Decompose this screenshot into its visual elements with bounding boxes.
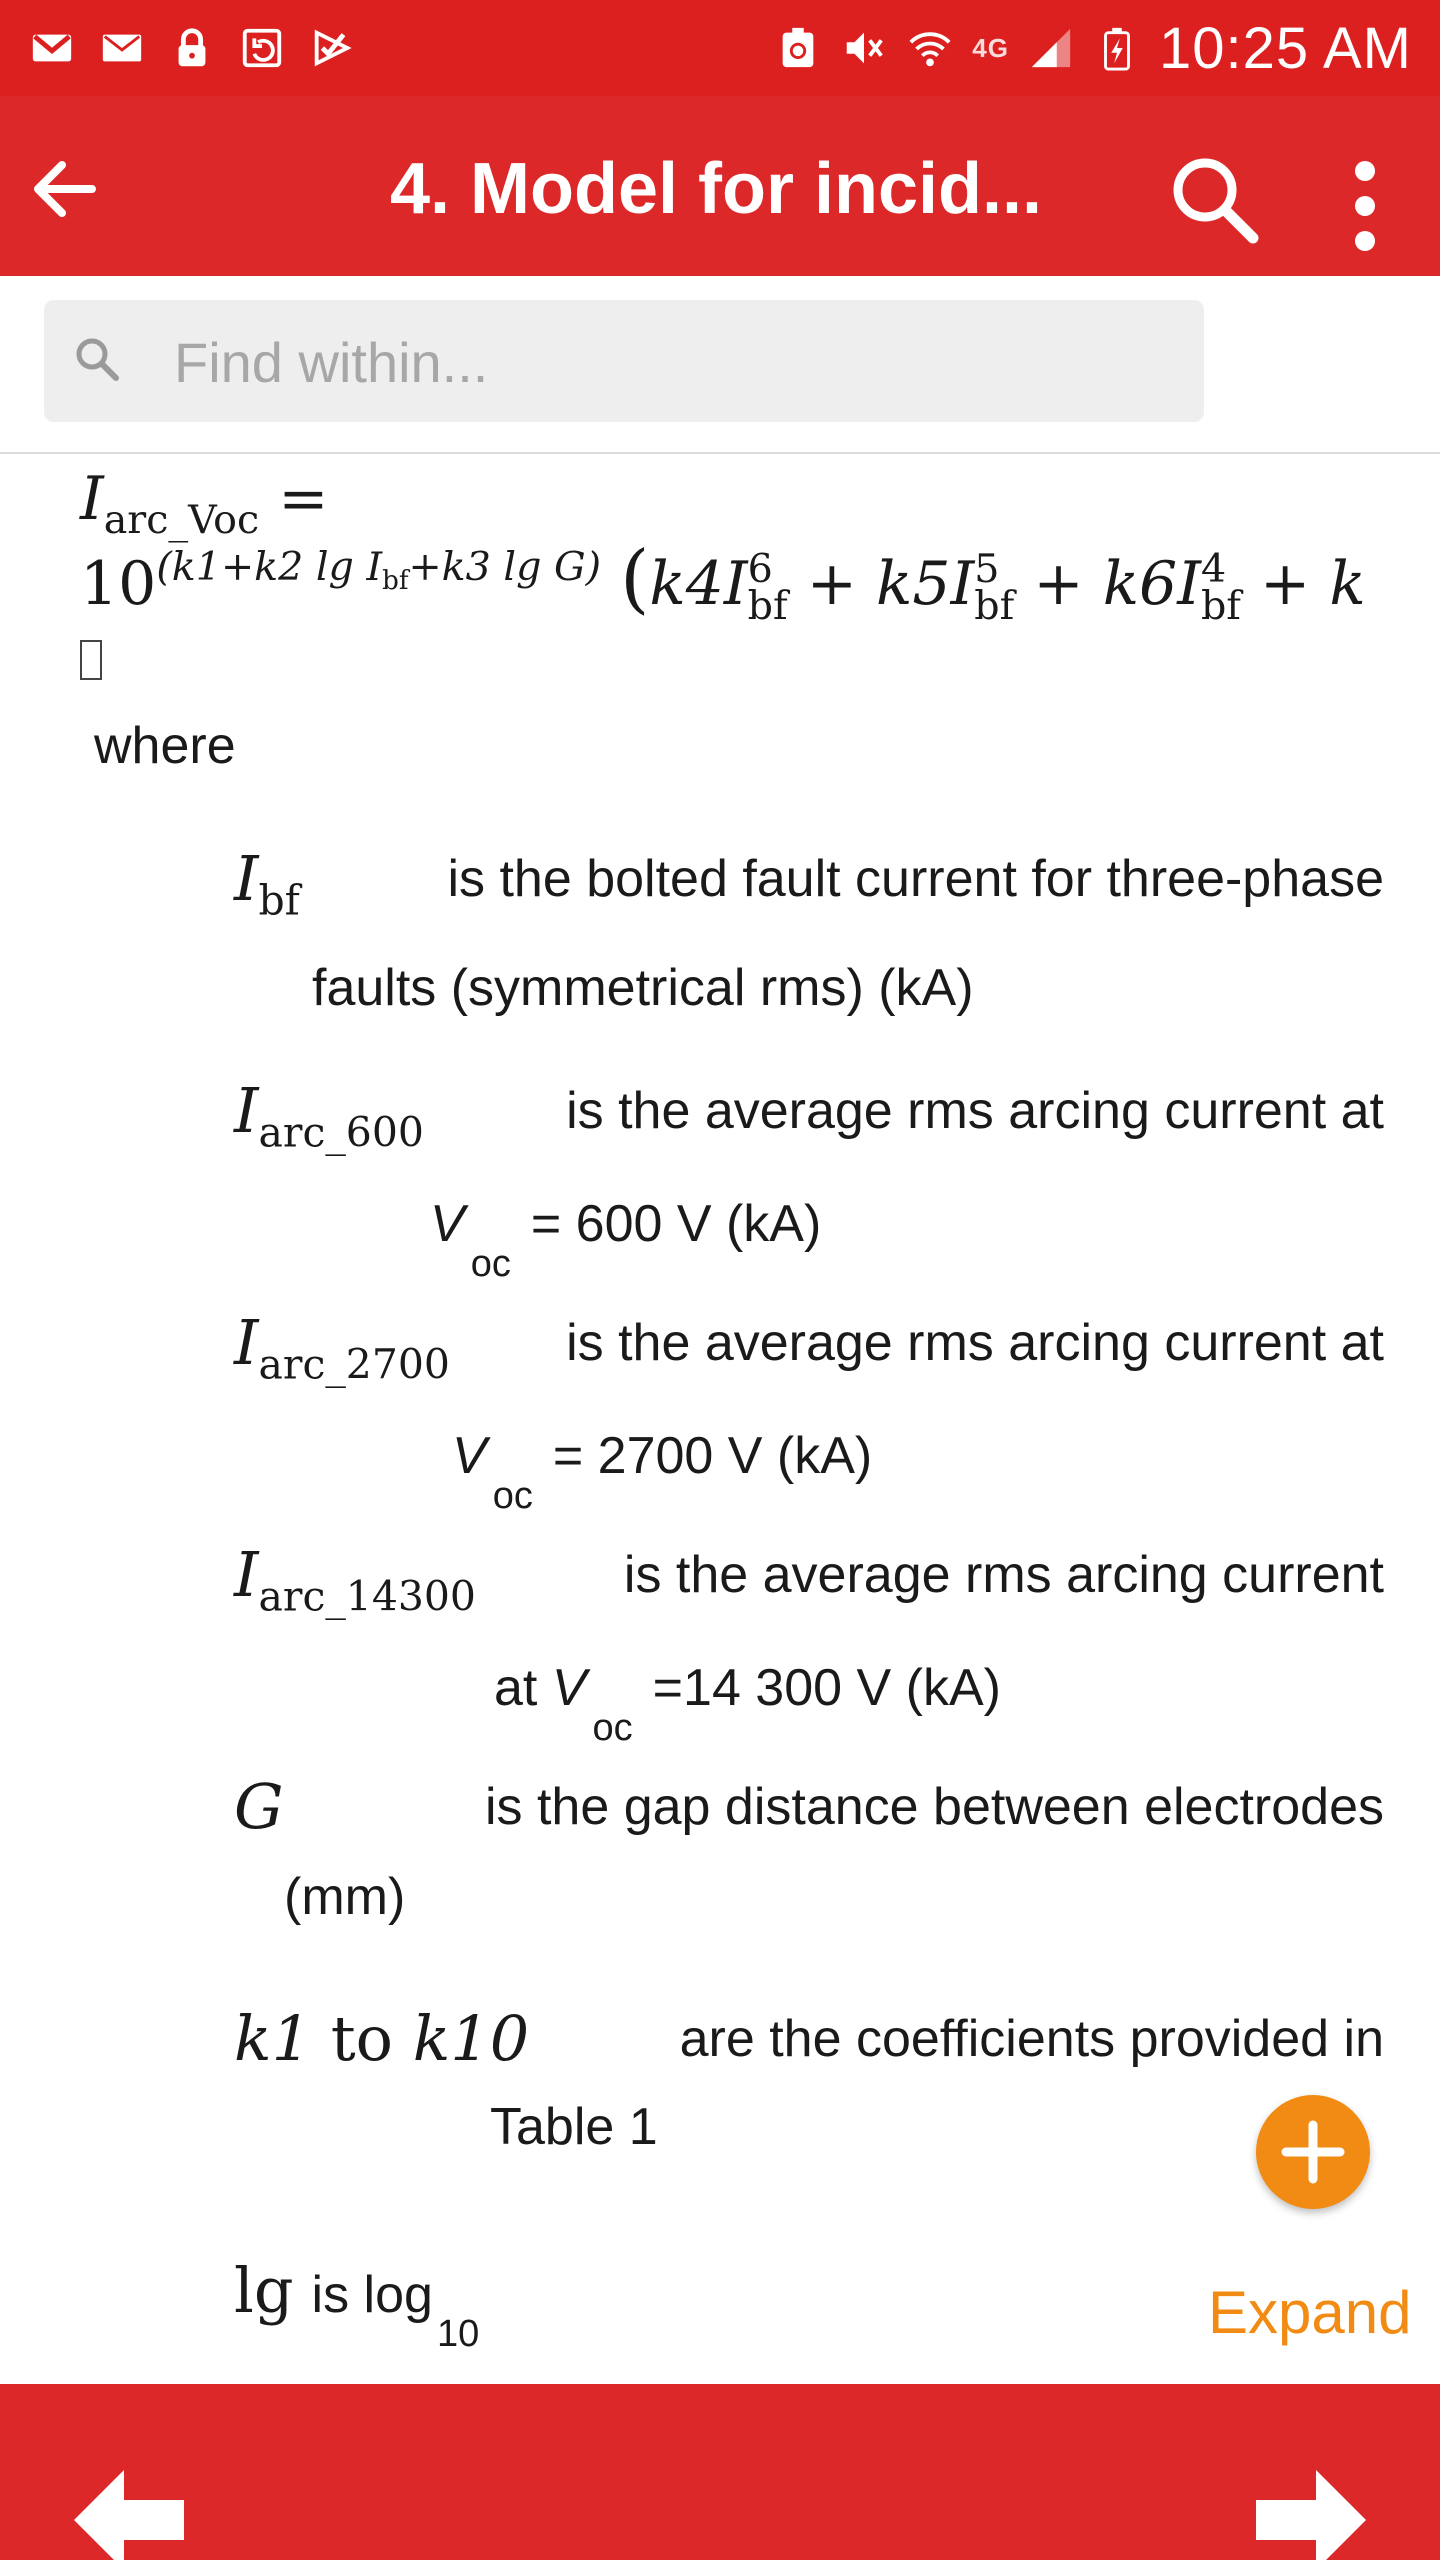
battery-charging-icon — [1093, 24, 1141, 72]
eq-exponent-sub: bf — [382, 566, 409, 597]
eq-exponent: (k1+k2 lg I — [156, 544, 383, 591]
status-right-icons — [774, 15, 1412, 82]
find-within-bar — [0, 276, 1440, 454]
equation-rhs: $10^{(k1+k2 lg I_{bf}+k3 lg G)}$ (k4I 6 bf + k5I 5 bf + k6I 4 bf + k — [80, 534, 1366, 630]
def-symbol: G — [234, 1770, 284, 1843]
definition-iarc-14300 — [234, 1528, 1384, 1775]
status-bar — [0, 0, 1440, 96]
def-text-cont: at $V_{oc}=14$ 300 V (kA) — [494, 1659, 1001, 1749]
eq-term-1: k4I 6 bf — [649, 545, 788, 630]
battery-saver-icon — [774, 24, 822, 72]
next-section-button[interactable] — [1246, 2454, 1366, 2560]
bottom-nav-bar — [0, 2384, 1440, 2560]
definition-k-coefficients — [234, 1992, 1384, 2174]
page-title: 4. Model for incid... — [390, 149, 1043, 229]
where-label: where — [94, 717, 236, 775]
def-symbol: k1 to k10 — [234, 2002, 530, 2075]
eq-base: 10 — [80, 549, 157, 619]
app-bar — [0, 96, 1440, 276]
sync-icon — [238, 24, 286, 72]
eq-exponent-tail: +k3 lg G) — [408, 544, 602, 591]
def-symbol: $I_{arc\_2700}$ — [234, 1306, 450, 1389]
gmail-icon — [28, 24, 76, 72]
definition-iarc-600 — [234, 1064, 1384, 1311]
def-symbol: $I_{arc\_14300}$ — [234, 1538, 476, 1621]
arrow-left-bold-icon — [74, 2454, 194, 2560]
eq-equals: = — [278, 464, 329, 534]
check-icon — [308, 24, 356, 72]
def-symbol: lg — [234, 2254, 294, 2327]
search-button[interactable] — [1165, 150, 1265, 250]
mail-icon — [98, 24, 146, 72]
back-button[interactable] — [22, 146, 108, 232]
signal-icon — [1027, 24, 1075, 72]
definition-ibf — [234, 832, 1384, 1035]
def-text-cont: $V_{oc}= 600$ V (kA) — [430, 1195, 822, 1285]
def-symbol: $I_{arc\_600}$ — [234, 1074, 424, 1157]
missing-glyph — [80, 640, 102, 680]
network-type: 4G — [972, 32, 1009, 63]
def-text-cont: Table 1 — [490, 2098, 658, 2156]
find-search-icon — [70, 332, 126, 388]
eq-symbol: I — [80, 464, 104, 534]
wifi-icon — [906, 24, 954, 72]
def-text: is log — [311, 2266, 433, 2324]
more-vert-icon — [1340, 156, 1390, 256]
equation-lhs — [80, 464, 328, 543]
eq-paren: ( — [620, 534, 650, 622]
def-text: is the average rms arcing current at — [566, 1082, 1384, 1140]
arrow-right-bold-icon — [1246, 2454, 1366, 2560]
def-text-sub: 10 — [436, 2313, 480, 2356]
find-within-box[interactable] — [44, 300, 1204, 422]
mute-icon — [840, 24, 888, 72]
def-text-cont: faults (symmetrical rms) (kA) — [312, 959, 974, 1018]
eq-trailing: + k — [1260, 549, 1366, 619]
def-text: is the average rms arcing current — [623, 1546, 1384, 1604]
arrow-left-icon — [22, 146, 108, 232]
eq-term-3: k6I 4 bf — [1102, 545, 1241, 630]
expand-link[interactable]: Expand — [1208, 2279, 1412, 2346]
document-content — [0, 454, 1440, 2384]
eq-term-2: k5I 5 bf — [876, 545, 1015, 630]
status-time: 10:25 AM — [1158, 15, 1412, 81]
def-text: is the bolted fault current for three-phase — [447, 850, 1384, 908]
definition-iarc-2700 — [234, 1296, 1384, 1543]
lock-icon — [168, 24, 216, 72]
def-text: are the coefficients provided in — [679, 2010, 1384, 2068]
search-icon — [1165, 150, 1265, 250]
find-within-input[interactable] — [172, 300, 1176, 424]
eq-subscript: arc_Voc — [103, 496, 260, 543]
def-text: is the gap distance between electrodes — [484, 1778, 1384, 1836]
def-symbol: $I_{bf}$ — [234, 842, 300, 925]
status-left-icons — [28, 24, 356, 72]
previous-section-button[interactable] — [74, 2454, 194, 2560]
definition-g — [234, 1760, 1384, 1944]
add-fab-button[interactable] — [1256, 2095, 1370, 2209]
plus-icon — [1278, 2117, 1348, 2187]
def-text-cont: (mm) — [284, 1868, 406, 1926]
more-options-button[interactable] — [1340, 156, 1390, 256]
def-text: is the average rms arcing current at — [566, 1314, 1384, 1372]
def-text-cont: $V_{oc}= 2700$ V (kA) — [452, 1427, 873, 1517]
